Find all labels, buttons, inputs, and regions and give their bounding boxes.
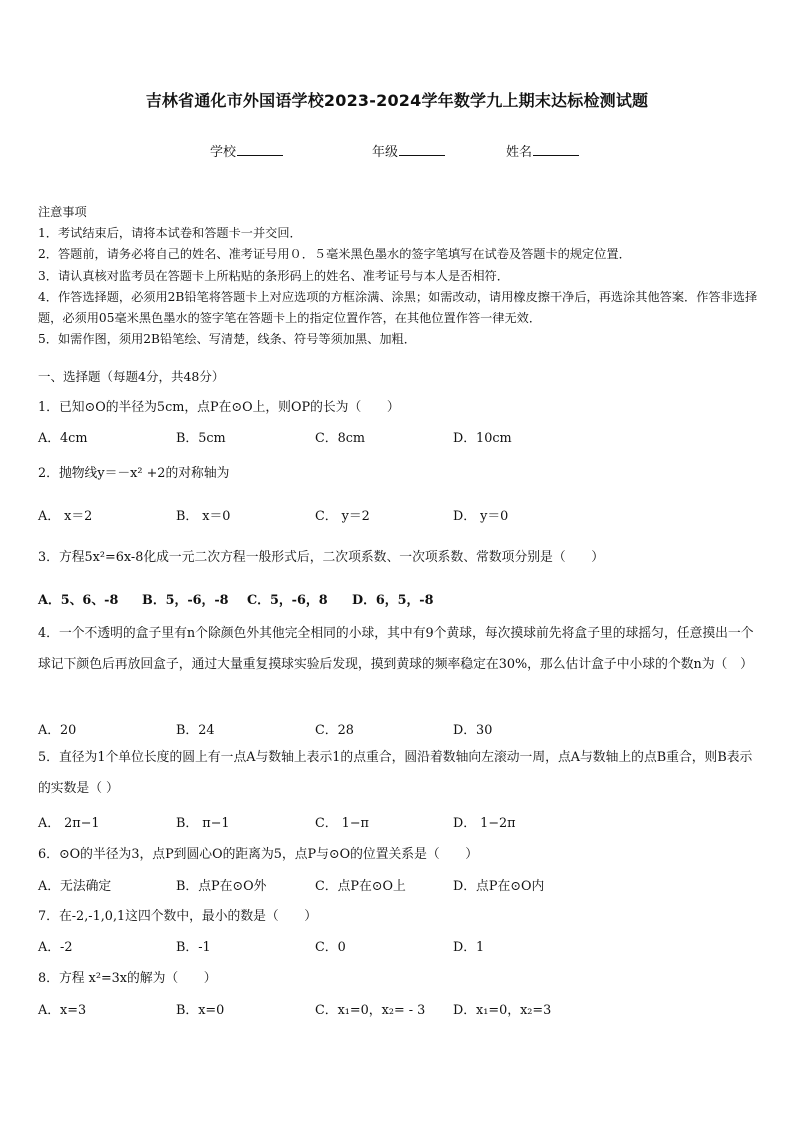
q8-option-c[interactable]: C．x₁=0，x₂= - 3: [315, 1003, 426, 1018]
q6-option-c[interactable]: C．点P在⊙O上: [315, 879, 406, 894]
q1-option-a[interactable]: A．4cm: [38, 431, 88, 446]
name-field[interactable]: [506, 141, 579, 160]
note-item: 2．答题前，请务必将自己的姓名、准考证号用０．５毫米黑色墨水的签字笔填写在试卷及答题卡的规定位置．: [38, 247, 631, 262]
q2-stem-post: 的对称轴为: [165, 466, 230, 481]
question-1-stem: 1．已知⊙O的半径为5cm，点P在⊙O上，则OP的长为（ ）: [38, 400, 400, 415]
q7-option-b[interactable]: B．-1: [176, 940, 211, 955]
grade-blank[interactable]: [399, 143, 445, 156]
q8-option-d[interactable]: D．x₁=0，x₂=3: [453, 1003, 552, 1018]
name-label: 姓名: [506, 145, 533, 160]
q5-option-b[interactable]: B． π−1: [176, 816, 230, 831]
school-field[interactable]: [210, 141, 283, 160]
notes-block: [38, 202, 758, 350]
question-8-stem: 8．方程 x²=3x的解为（ ）: [38, 971, 217, 986]
q5-option-d[interactable]: D． 1−2π: [453, 816, 516, 831]
q3-option-d[interactable]: D．6，5，-8: [352, 593, 434, 608]
q2-option-b[interactable]: B． x＝0: [176, 509, 231, 524]
question-7-stem: 7．在-2,-1,0,1这四个数中，最小的数是（ ）: [38, 909, 318, 924]
note-item: 1．考试结束后，请将本试卷和答题卡一并交回．: [38, 226, 302, 241]
question-3-stem: 3．方程5x²=6x-8化成一元二次方程一般形式后，二次项系数、一次项系数、常数项分别是（ ）: [38, 550, 605, 565]
q8-option-b[interactable]: B．x=0: [176, 1003, 225, 1018]
grade-label: 年级: [372, 145, 399, 160]
question-5-stem: 5．直径为1个单位长度的圆上有一点A与数轴上表示1的点重合，圆沿着数轴向左滚动一周，点A与数轴上的点B重合，则B表示的实数是（ ）: [38, 750, 753, 796]
q1-option-c[interactable]: C．8cm: [315, 431, 366, 446]
notes-heading: 注意事项: [38, 205, 87, 219]
note-item: 3．请认真核对监考员在答题卡上所粘贴的条形码上的姓名、准考证号与本人是否相符．: [38, 268, 509, 283]
note-item: 5．如需作图，须用2B铅笔绘、写清楚，线条、符号等须加黑、加粗．: [38, 332, 416, 347]
q2-formula: y＝－x² +2: [97, 466, 166, 481]
q3-option-a[interactable]: A．5、6、-8: [38, 593, 119, 608]
question-4-stem: 4．一个不透明的盒子里有n个除颜色外其他完全相同的小球，其中有9个黄球，每次摸球前先将盒子里的球摇匀，任意摸出一个球记下颜色后再放回盒子，通过大量重复摸球实验后发现，摸到黄球的频率稳定在30%，那么估计盒子中小球的个数n为（ ）: [38, 626, 754, 672]
q3-option-b[interactable]: B．5，-6，-8: [142, 593, 229, 608]
q2-stem-pre: 2．抛物线: [38, 466, 98, 481]
section-title: 一、选择题（每题4分，共48分）: [38, 369, 225, 384]
q3-option-c[interactable]: C．5，-6，8: [247, 593, 328, 608]
q7-option-c[interactable]: C．0: [315, 940, 346, 955]
q1-option-b[interactable]: B．5cm: [176, 431, 226, 446]
name-blank[interactable]: [533, 143, 579, 156]
q1-option-d[interactable]: D．10cm: [453, 431, 512, 446]
q5-option-c[interactable]: C． 1−π: [315, 816, 369, 831]
school-blank[interactable]: [237, 143, 283, 156]
page-title: 吉林省通化市外国语学校2023-2024学年数学九上期末达标检测试题: [145, 91, 649, 110]
question-2-stem: [38, 462, 229, 481]
q4-option-d[interactable]: D．30: [453, 723, 493, 738]
q8-option-a[interactable]: A．x=3: [38, 1003, 87, 1018]
q4-option-a[interactable]: A．20: [38, 723, 77, 738]
q5-option-a[interactable]: A． 2π−1: [38, 816, 100, 831]
q2-option-d[interactable]: D． y＝0: [453, 509, 509, 524]
q2-option-a[interactable]: A． x＝2: [38, 509, 93, 524]
q4-option-c[interactable]: C．28: [315, 723, 354, 738]
note-item: 4．作答选择题，必须用2B铅笔将答题卡上对应选项的方框涂满、涂黑；如需改动，请用橡皮擦干净后，再选涂其他答案．作答非选择题，必须用05毫米黑色墨水的签字笔在答题卡上的指定位置作答，在其他位置作答一律无效．: [38, 289, 758, 326]
q7-option-d[interactable]: D．1: [453, 940, 485, 955]
q7-option-a[interactable]: A．-2: [38, 940, 73, 955]
question-6-stem: 6．⊙O的半径为3，点P到圆心O的距离为5，点P与⊙O的位置关系是（ ）: [38, 847, 479, 862]
q6-option-d[interactable]: D．点P在⊙O内: [453, 879, 545, 894]
q2-option-c[interactable]: C． y＝2: [315, 509, 370, 524]
q4-option-b[interactable]: B．24: [176, 723, 215, 738]
grade-field[interactable]: [372, 141, 445, 160]
q6-option-b[interactable]: B．点P在⊙O外: [176, 879, 267, 894]
school-label: 学校: [210, 145, 237, 160]
q6-option-a[interactable]: A．无法确定: [38, 879, 112, 894]
